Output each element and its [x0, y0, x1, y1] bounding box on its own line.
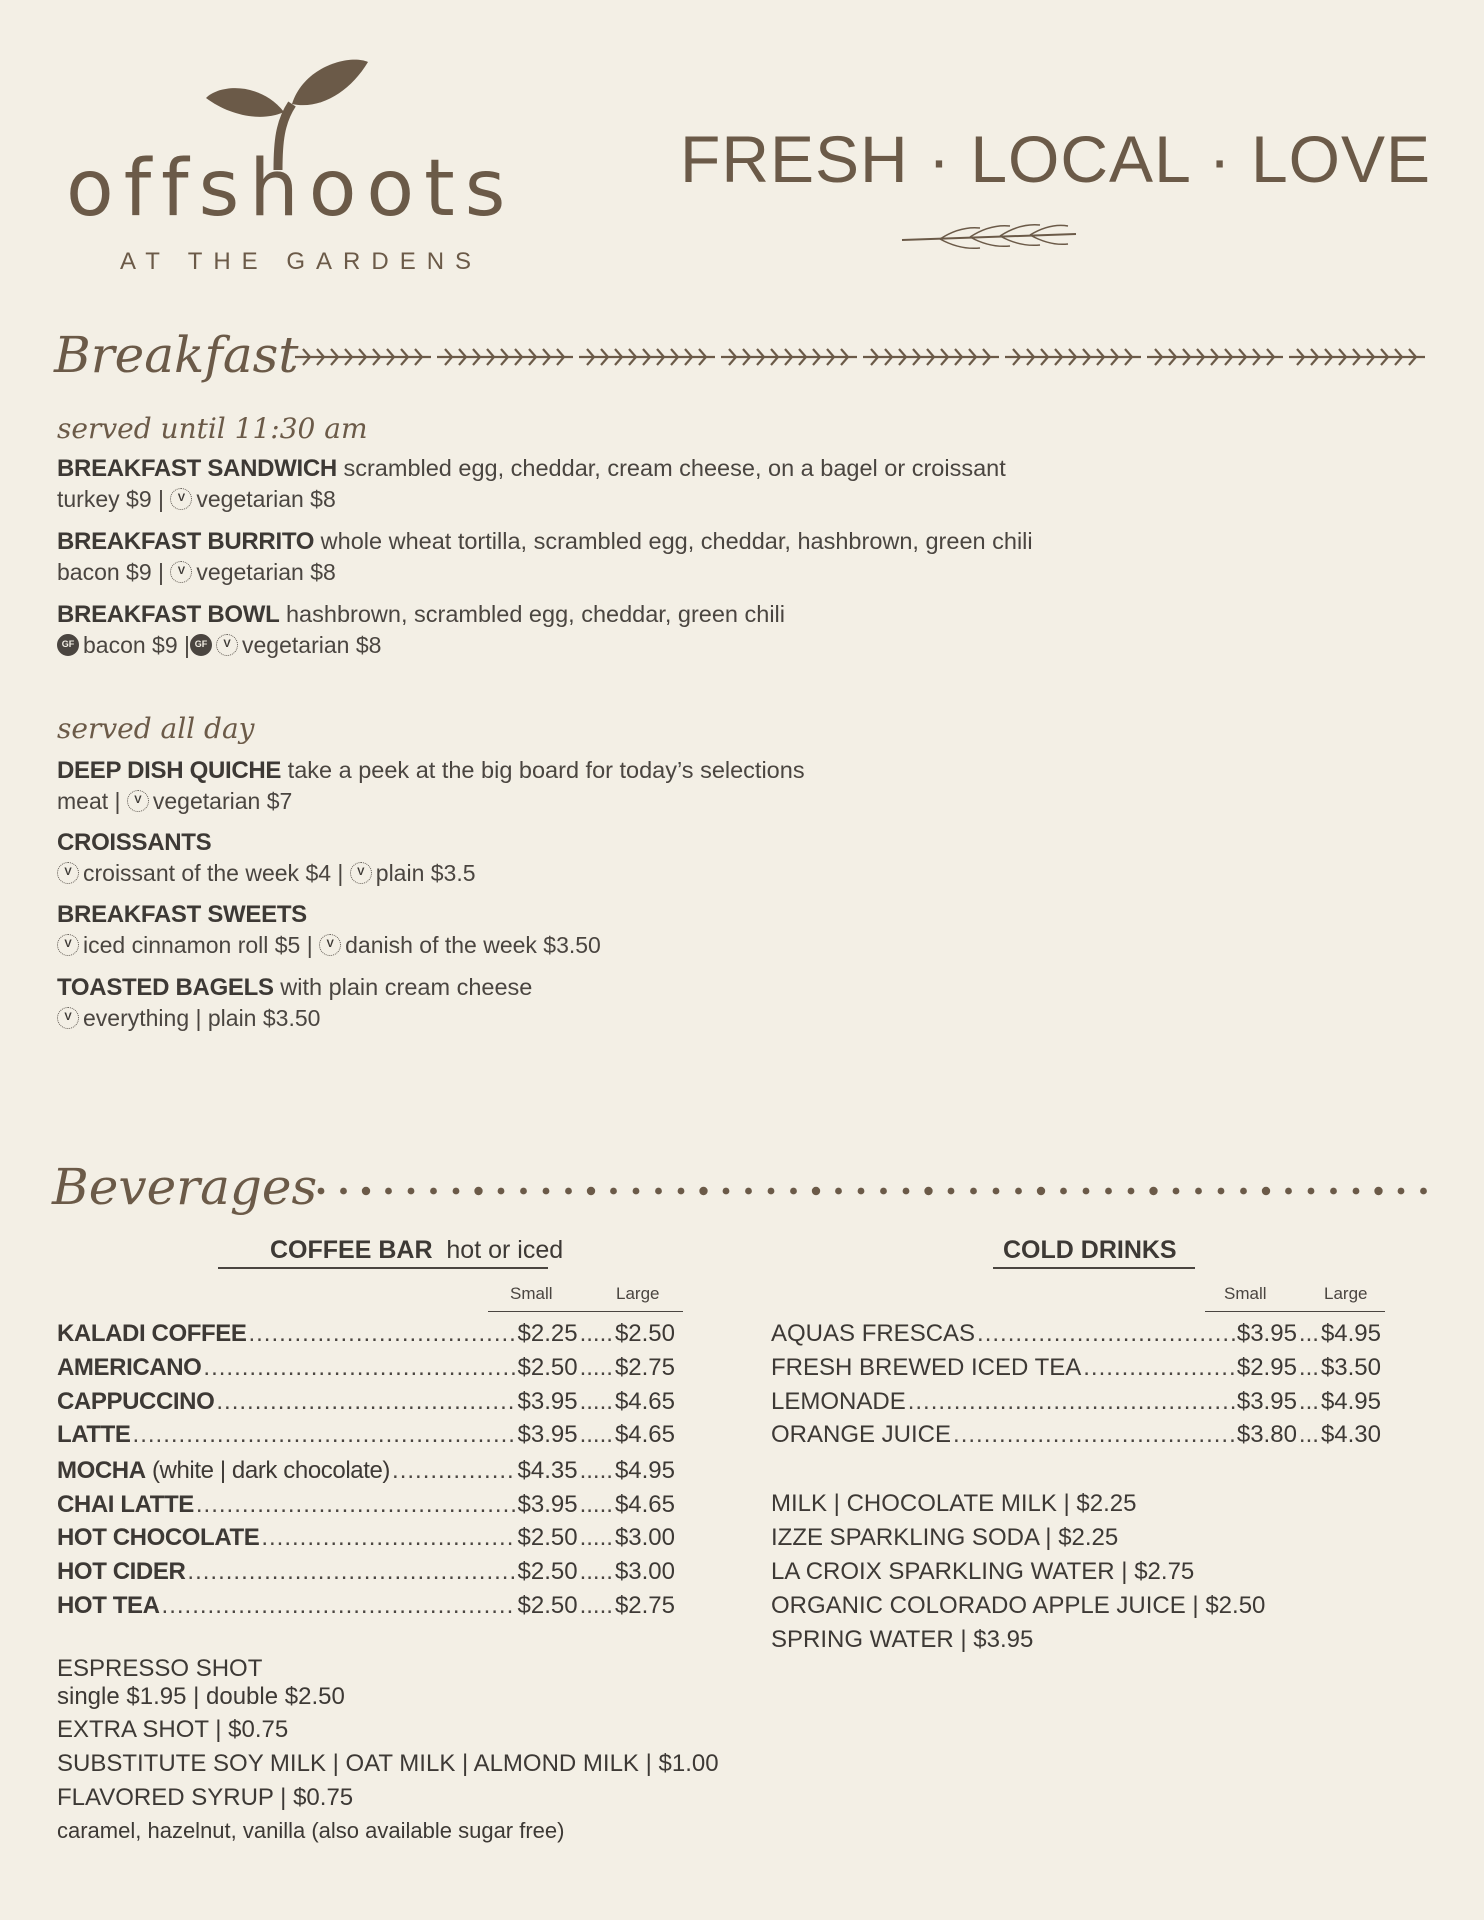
price-small: $3.95 [1236, 1320, 1297, 1347]
price-small: $2.50 [517, 1524, 578, 1551]
vegetarian-badge-icon: V [57, 862, 79, 884]
leader-dots: ..... [579, 1457, 613, 1484]
cold-extras-line: IZZE SPARKLING SODA | $2.25 [771, 1524, 1119, 1551]
coffee-row [57, 1491, 675, 1519]
leader-dots: ..... [579, 1388, 613, 1415]
item-name: CROISSANTS [57, 829, 212, 856]
item-option: vegetarian $8 [196, 486, 336, 512]
cold-drink-row [771, 1320, 1381, 1348]
vegetarian-badge-icon: V [57, 934, 79, 956]
drink-name: LEMONADE [771, 1388, 906, 1415]
cold-extras-line: SPRING WATER | $3.95 [771, 1626, 1034, 1653]
heading-underline [218, 1267, 548, 1269]
menu-item-breakfast-burrito [57, 526, 1033, 587]
beverages-title: Beverages [52, 1158, 318, 1216]
extras-line: caramel, hazelnut, vanilla (also available sugar free) [57, 1818, 565, 1843]
item-option: everything | plain $3.50 [83, 1005, 321, 1031]
price-large: $4.30 [1320, 1421, 1381, 1448]
item-description: with plain cream cheese [273, 974, 533, 1000]
price-large: $4.65 [614, 1388, 675, 1415]
dot-divider-ornament [315, 1182, 1445, 1200]
leader-dots [162, 1592, 516, 1620]
leader-dots: ..... [579, 1592, 613, 1619]
price-large: $4.65 [614, 1421, 675, 1448]
logo-subtitle: AT THE GARDENS [120, 248, 483, 275]
leader-dots [953, 1421, 1235, 1449]
leader-dots [1083, 1354, 1235, 1382]
vegetarian-badge-icon: V [170, 561, 192, 583]
price-small: $2.50 [517, 1558, 578, 1585]
size-header-rule [1205, 1311, 1385, 1312]
coffee-row [57, 1457, 675, 1485]
item-name: TOASTED BAGELS [57, 974, 274, 1001]
menu-item-breakfast-bowl [57, 599, 785, 660]
coffee-row [57, 1421, 675, 1449]
price-large: $4.65 [614, 1491, 675, 1518]
leader-dots [196, 1491, 516, 1519]
drink-name: AMERICANO [57, 1354, 202, 1381]
gluten-free-badge-icon: GF [57, 634, 79, 656]
item-option: danish of the week $3.50 [345, 932, 601, 958]
cold-extras-line: ORGANIC COLORADO APPLE JUICE | $2.50 [771, 1592, 1266, 1619]
leader-dots: ..... [579, 1491, 613, 1518]
coffee-row [57, 1558, 675, 1586]
leader-dots [392, 1457, 516, 1485]
menu-item-breakfast-sandwich [57, 453, 1006, 514]
vegetarian-badge-icon: V [170, 488, 192, 510]
leader-dots: ..... [579, 1524, 613, 1551]
price-large: $2.75 [614, 1592, 675, 1619]
vegetarian-badge-icon: V [319, 934, 341, 956]
leader-dots: ... [1298, 1320, 1319, 1347]
price-small: $2.50 [517, 1354, 578, 1381]
size-large-header: Large [616, 1284, 660, 1303]
served-all-day-label: served all day [57, 712, 255, 745]
gluten-free-badge-icon: GF [190, 634, 212, 656]
item-option: bacon $9 | [57, 559, 171, 585]
coffee-row [57, 1320, 675, 1348]
leader-dots: ..... [579, 1558, 613, 1585]
leader-dots [261, 1524, 515, 1552]
item-option: turkey $9 | [57, 486, 171, 512]
extras-line: single $1.95 | double $2.50 [57, 1683, 345, 1710]
item-option: meat | [57, 788, 127, 814]
item-name: DEEP DISH QUICHE [57, 757, 282, 784]
cold-drink-row [771, 1354, 1381, 1382]
arrow-divider-ornament [295, 343, 1430, 373]
drink-name: CHAI LATTE [57, 1491, 194, 1518]
item-option: iced cinnamon roll $5 | [83, 932, 320, 958]
coffee-bar-heading: COFFEE BAR hot or iced [270, 1236, 564, 1264]
extras-line: SUBSTITUTE SOY MILK | OAT MILK | ALMOND MILK | $1.00 [57, 1750, 719, 1777]
drink-name: HOT CHOCOLATE [57, 1524, 260, 1551]
leader-dots: ... [1298, 1421, 1319, 1448]
item-option: vegetarian $8 [242, 632, 382, 658]
vegetarian-badge-icon: V [216, 634, 238, 656]
vegetarian-badge-icon: V [127, 790, 149, 812]
menu-item-deep-dish-quiche [57, 755, 805, 816]
price-small: $2.50 [517, 1592, 578, 1619]
heading-underline [993, 1267, 1195, 1269]
vegetarian-badge-icon: V [350, 862, 372, 884]
coffee-row [57, 1592, 675, 1620]
price-large: $3.00 [614, 1558, 675, 1585]
size-large-header: Large [1324, 1284, 1368, 1303]
price-large: $3.50 [1320, 1354, 1381, 1381]
item-name: BREAKFAST SANDWICH [57, 455, 337, 482]
extras-line: FLAVORED SYRUP | $0.75 [57, 1784, 354, 1811]
cold-drink-row [771, 1421, 1381, 1449]
item-description: take a peek at the big board for today’s selections [281, 757, 805, 783]
price-small: $4.35 [517, 1457, 578, 1484]
cold-drink-row [771, 1388, 1381, 1416]
leader-dots: ... [1298, 1354, 1319, 1381]
coffee-row [57, 1388, 675, 1416]
cold-extras-line: LA CROIX SPARKLING WATER | $2.75 [771, 1558, 1195, 1585]
cold-extras-line: MILK | CHOCOLATE MILK | $2.25 [771, 1490, 1137, 1517]
drink-name: ORANGE JUICE [771, 1421, 952, 1448]
drink-name: CAPPUCCINO [57, 1388, 215, 1415]
coffee-row [57, 1354, 675, 1382]
extras-line: EXTRA SHOT | $0.75 [57, 1716, 289, 1743]
price-large: $2.50 [614, 1320, 675, 1347]
item-description: whole wheat tortilla, scrambled egg, cheddar, hashbrown, green chili [314, 528, 1033, 554]
item-description: hashbrown, scrambled egg, cheddar, green chili [279, 601, 786, 627]
price-large: $4.95 [1320, 1320, 1381, 1347]
vegetarian-badge-icon: V [57, 1007, 79, 1029]
menu-item-croissants [57, 827, 476, 888]
logo-wordmark: offshoots [66, 144, 516, 234]
price-small: $3.95 [1236, 1388, 1297, 1415]
leader-dots: ..... [579, 1320, 613, 1347]
drink-name: FRESH BREWED ICED TEA [771, 1354, 1082, 1381]
leader-dots [133, 1421, 516, 1449]
item-option: bacon $9 | [83, 632, 191, 658]
price-large: $2.75 [614, 1354, 675, 1381]
price-small: $3.95 [517, 1421, 578, 1448]
drink-name: AQUAS FRESCAS [771, 1320, 976, 1347]
tagline: FRESH · LOCAL · LOVE [680, 122, 1432, 196]
drink-name: MOCHA (white | dark chocolate) [57, 1457, 391, 1484]
item-name: BREAKFAST BURRITO [57, 528, 315, 555]
item-name: BREAKFAST SWEETS [57, 901, 307, 928]
drink-name: HOT TEA [57, 1592, 160, 1619]
extras-line: ESPRESSO SHOT [57, 1655, 263, 1682]
price-large: $4.95 [614, 1457, 675, 1484]
leader-dots [216, 1388, 515, 1416]
cold-drinks-heading: COLD DRINKS [1003, 1236, 1177, 1264]
leader-dots: ..... [579, 1354, 613, 1381]
drink-name: KALADI COFFEE [57, 1320, 247, 1347]
coffee-row [57, 1524, 675, 1552]
leader-dots [203, 1354, 515, 1382]
item-option: vegetarian $7 [152, 788, 293, 814]
leader-dots [977, 1320, 1235, 1348]
leader-dots: ... [1298, 1388, 1319, 1415]
item-description: scrambled egg, cheddar, cream cheese, on a bagel or croissant [336, 455, 1006, 481]
price-small: $3.80 [1236, 1421, 1297, 1448]
price-large: $3.00 [614, 1524, 675, 1551]
leader-dots [187, 1558, 515, 1586]
leader-dots [248, 1320, 515, 1348]
size-small-header: Small [1224, 1284, 1267, 1303]
item-option: vegetarian $8 [196, 559, 336, 585]
price-small: $3.95 [517, 1491, 578, 1518]
size-small-header: Small [510, 1284, 553, 1303]
item-name: BREAKFAST BOWL [57, 601, 280, 628]
menu-item-breakfast-sweets [57, 899, 601, 960]
price-small: $2.95 [1236, 1354, 1297, 1381]
leader-dots [908, 1388, 1235, 1416]
sprig-ornament-icon [900, 220, 1080, 254]
price-large: $4.95 [1320, 1388, 1381, 1415]
served-until-label: served until 11:30 am [57, 412, 368, 445]
menu-item-toasted-bagels [57, 972, 532, 1033]
price-small: $2.25 [517, 1320, 578, 1347]
leader-dots: ..... [579, 1421, 613, 1448]
item-option: plain $3.5 [375, 860, 476, 886]
drink-name: LATTE [57, 1421, 131, 1448]
drink-name: HOT CIDER [57, 1558, 186, 1585]
breakfast-title: Breakfast [54, 326, 299, 384]
item-option: croissant of the week $4 | [83, 860, 350, 886]
price-small: $3.95 [517, 1388, 578, 1415]
size-header-rule [488, 1311, 683, 1312]
